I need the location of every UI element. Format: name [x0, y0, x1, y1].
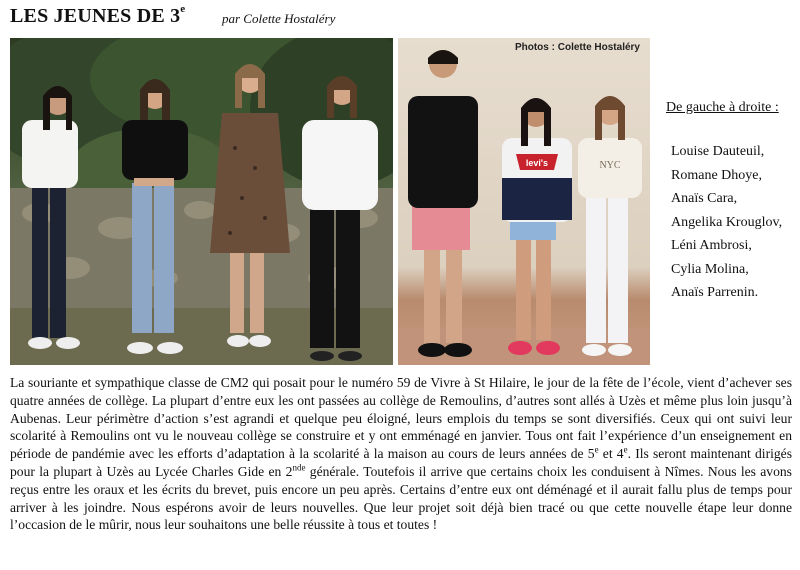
byline: par Colette Hostaléry — [222, 11, 336, 26]
group-photo-left-illustration — [10, 38, 393, 365]
superscript-e: e — [623, 444, 628, 455]
superscript-e: e — [594, 444, 599, 455]
article-text-4: générale. Toutefois il arrive que certains choix les conduisent à Nîmes. Nous les avons reçus entre les oraux et les écrits du brevet, puis encore un peu après. Certains d’entre eux ont déménagé et il aurait fallu plus de temps pour arriver à les joindre. Nous espérons avoir de leurs nouvelles. Que leur projet soit déjà bien tracé ou que cette nouvelle étape leur donne l’occasion de le mûrir, nous leur souhaitons une belle réussite à tous et toutes ! — [10, 463, 792, 533]
caption-heading: De gauche à droite : — [666, 100, 779, 115]
list-item: Anaïs Parrenin. — [671, 285, 759, 300]
group-photo-right — [398, 38, 650, 365]
photo-credit: Photos : Colette Hostaléry — [514, 42, 640, 53]
article-text-1: La souriante et sympathique classe de CM2 qui posait pour le numéro 59 de Vivre à St Hilaire, le jour de la fête de l’école, vient d’achever ses quatre années de collège. La plupart d’entre eux les ont passées au collège de Remoulins, d’autres sont allés à Uzès et même plus loin jusqu’à Aubenas. Leur périmètre d’action s’est agrandi et quelque peu éloigné, leurs emplois du temps se sont diversifiés. Ceux qui ont suivi leur scolarité à Remoulins ont vu le nouveau collège se construire et y ont emménagé en janvier. Tous ont fait l’expérience d’un enseignement en période de pandémie avec les efforts d’adaptation à la scolarité à la maison au cours de leurs années de 5 — [10, 375, 792, 462]
title-text: LES JEUNES DE 3 — [10, 5, 181, 27]
list-item: Louise Dauteuil, — [671, 144, 765, 159]
list-item: Cylia Molina, — [671, 261, 749, 277]
list-item: Léni Ambrosi, — [671, 238, 752, 253]
names-list — [671, 140, 782, 305]
group-photo-left — [10, 38, 393, 365]
article-body — [10, 374, 792, 534]
nyc-shirt-text: NYC — [599, 160, 621, 171]
list-item: Romane Dhoye, — [671, 167, 762, 183]
article-title — [10, 5, 185, 28]
list-item: Anaïs Cara, — [671, 191, 738, 206]
article-text-2: et 4 — [598, 446, 624, 462]
group-photo-right-illustration — [398, 38, 650, 365]
title-superscript: e — [180, 3, 186, 15]
levis-shirt-text: levi's — [525, 158, 549, 168]
list-item: Angelika Krouglov, — [671, 214, 783, 230]
article-text-3: . Ils seront maintenant dirigés pour la plupart à Uzès au Lycée Charles Gide en 2 — [10, 446, 793, 479]
superscript-nde: nde — [292, 462, 306, 473]
